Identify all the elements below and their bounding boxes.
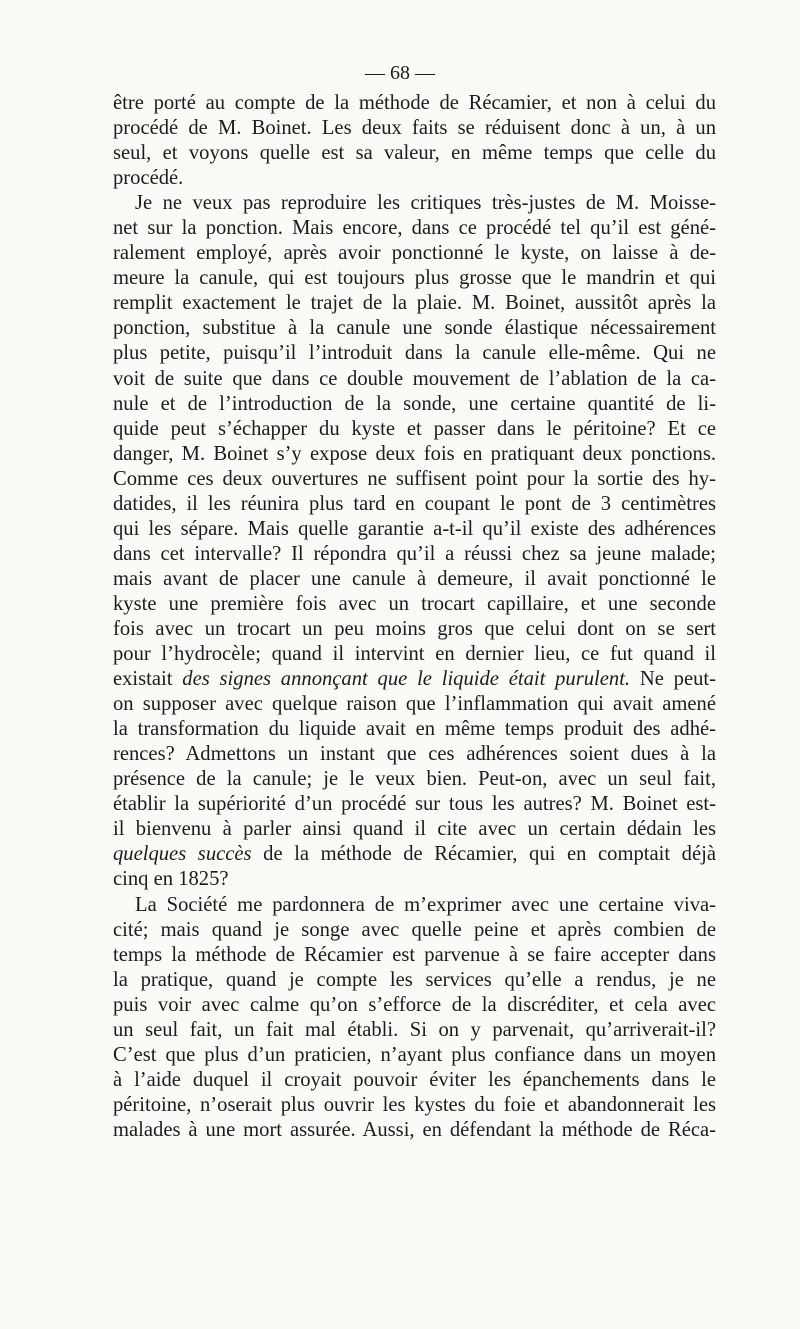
text-segment: net sur la ponction. Mais encore, dans ce procédé tel qu’il est géné- bbox=[113, 217, 716, 240]
text-line bbox=[113, 241, 716, 266]
text-segment: C’est que plus d’un praticien, n’ayant plus confiance dans un moyen bbox=[113, 1043, 716, 1066]
text-line bbox=[113, 993, 716, 1018]
text-line bbox=[113, 141, 716, 166]
text-segment: Comme ces deux ouvertures ne suffisent point pour la sortie des hy- bbox=[113, 467, 716, 490]
italic-text: quelques succès bbox=[113, 843, 252, 866]
text-segment: présence de la canule; je le veux bien. Peut-on, avec un seul fait, bbox=[113, 768, 716, 791]
text-line bbox=[113, 742, 716, 767]
text-segment: temps la méthode de Récamier est parvenue à se faire accepter dans bbox=[113, 943, 716, 966]
text-segment: pour l’hydrocèle; quand il intervint en dernier lieu, ce fut quand il bbox=[113, 643, 716, 666]
text-line bbox=[113, 667, 716, 692]
text-line bbox=[113, 1068, 716, 1093]
text-line bbox=[113, 867, 716, 892]
text-segment: procédé de M. Boinet. Les deux faits se réduisent donc à un, à un bbox=[113, 117, 716, 140]
text-segment: on supposer avec quelque raison que l’inflammation qui avait amené bbox=[113, 693, 716, 716]
text-segment: remplit exactement le trajet de la plaie. M. Boinet, aussitôt après la bbox=[113, 292, 716, 315]
text-line bbox=[113, 492, 716, 517]
text-line bbox=[113, 617, 716, 642]
text-line bbox=[113, 1118, 716, 1143]
text-line bbox=[113, 968, 716, 993]
text-segment: il bienvenu à parler ainsi quand il cite avec un certain dédain les bbox=[113, 818, 716, 841]
text-segment: cité; mais quand je songe avec quelle peine et après combien de bbox=[113, 918, 716, 941]
text-segment: la transformation du liquide avait en même temps produit des adhé- bbox=[113, 718, 716, 741]
text-segment: nule et de l’introduction de la sonde, une certaine quantité de li- bbox=[113, 392, 716, 415]
text-segment: existait bbox=[113, 668, 183, 691]
page-number: — 68 — bbox=[365, 62, 435, 84]
text-line bbox=[113, 943, 716, 968]
text-line bbox=[113, 392, 716, 417]
text-segment: puis voir avec calme qu’on s’efforce de la discréditer, et cela avec bbox=[113, 993, 716, 1016]
text-line bbox=[113, 1018, 716, 1043]
text-segment: établir la supériorité d’un procédé sur tous les autres? M. Boinet est- bbox=[113, 793, 716, 816]
text-segment: danger, M. Boinet s’y expose deux fois en pratiquant deux ponctions. bbox=[113, 442, 716, 465]
text-line bbox=[113, 692, 716, 717]
italic-text: des signes annonçant que le liquide était purulent. bbox=[182, 668, 631, 691]
text-line bbox=[113, 442, 716, 467]
text-line bbox=[113, 216, 716, 241]
text-segment: dans cet intervalle? Il répondra qu’il a réussi chez sa jeune malade; bbox=[113, 542, 716, 565]
text-line bbox=[113, 592, 716, 617]
text-segment: mais avant de placer une canule à demeure, il avait ponctionné le bbox=[113, 567, 716, 590]
text-line bbox=[113, 166, 716, 191]
text-segment: la pratique, quand je compte les services qu’elle a rendus, je ne bbox=[113, 968, 716, 991]
text-segment: Ne peut- bbox=[630, 668, 716, 691]
text-line bbox=[113, 792, 716, 817]
text-line bbox=[113, 817, 716, 842]
text-line bbox=[113, 918, 716, 943]
text-segment: cinq en 1825? bbox=[113, 868, 229, 891]
text-segment: Je ne veux pas reproduire les critiques très-justes de M. Moisse- bbox=[135, 192, 716, 215]
text-line bbox=[113, 417, 716, 442]
text-segment: kyste une première fois avec un trocart capillaire, et une seconde bbox=[113, 592, 716, 615]
text-line bbox=[113, 1093, 716, 1118]
text-segment: voit de suite que dans ce double mouvement de l’ablation de la ca- bbox=[113, 367, 716, 390]
text-line bbox=[113, 542, 716, 567]
text-line bbox=[113, 567, 716, 592]
text-line bbox=[113, 517, 716, 542]
text-segment: à l’aide duquel il croyait pouvoir éviter les épanchements dans le bbox=[113, 1068, 716, 1091]
text-segment: meure la canule, qui est toujours plus grosse que le mandrin et qui bbox=[113, 267, 716, 290]
text-line bbox=[113, 91, 716, 116]
text-line bbox=[113, 316, 716, 341]
text-segment: fois avec un trocart un peu moins gros que celui dont on se sert bbox=[113, 617, 716, 640]
text-segment: datides, il les réunira plus tard en coupant le pont de 3 centimètres bbox=[113, 492, 716, 515]
text-segment: rences? Admettons un instant que ces adhérences soient dues à la bbox=[113, 743, 716, 766]
text-segment: quide peut s’échapper du kyste et passer dans le péritoine? Et ce bbox=[113, 417, 716, 440]
text-line bbox=[113, 893, 716, 918]
text-segment: La Société me pardonnera de m’exprimer avec une certaine viva- bbox=[135, 893, 716, 916]
text-line bbox=[113, 842, 716, 867]
text-segment: plus petite, puisqu’il l’introduit dans la canule elle-même. Qui ne bbox=[113, 342, 716, 365]
text-line bbox=[113, 266, 716, 291]
text-segment: de la méthode de Récamier, qui en comptait déjà bbox=[251, 843, 716, 866]
text-line bbox=[113, 642, 716, 667]
text-segment: malades à une mort assurée. Aussi, en défendant la méthode de Réca- bbox=[113, 1118, 716, 1141]
text-line bbox=[113, 767, 716, 792]
text-segment: un seul fait, un fait mal établi. Si on y parvenait, qu’arriverait-il? bbox=[113, 1018, 716, 1041]
text-line bbox=[113, 367, 716, 392]
text-segment: ponction, substitue à la canule une sonde élastique nécessairement bbox=[113, 317, 716, 340]
text-line bbox=[113, 291, 716, 316]
text-segment: qui les sépare. Mais quelle garantie a-t-il qu’il existe des adhérences bbox=[113, 517, 716, 540]
body-text bbox=[113, 91, 716, 1143]
text-segment: être porté au compte de la méthode de Récamier, et non à celui du bbox=[113, 92, 716, 114]
text-segment: seul, et voyons quelle est sa valeur, en même temps que celle du bbox=[113, 142, 716, 165]
text-line bbox=[113, 116, 716, 141]
text-line bbox=[113, 341, 716, 366]
text-line bbox=[113, 717, 716, 742]
text-line bbox=[113, 467, 716, 492]
text-segment: péritoine, n’oserait plus ouvrir les kystes du foie et abandonnerait les bbox=[113, 1093, 716, 1116]
text-line bbox=[113, 191, 716, 216]
text-line bbox=[113, 1043, 716, 1068]
text-segment: procédé. bbox=[113, 167, 184, 190]
text-segment: ralement employé, après avoir ponctionné le kyste, on laisse à de- bbox=[113, 242, 716, 265]
